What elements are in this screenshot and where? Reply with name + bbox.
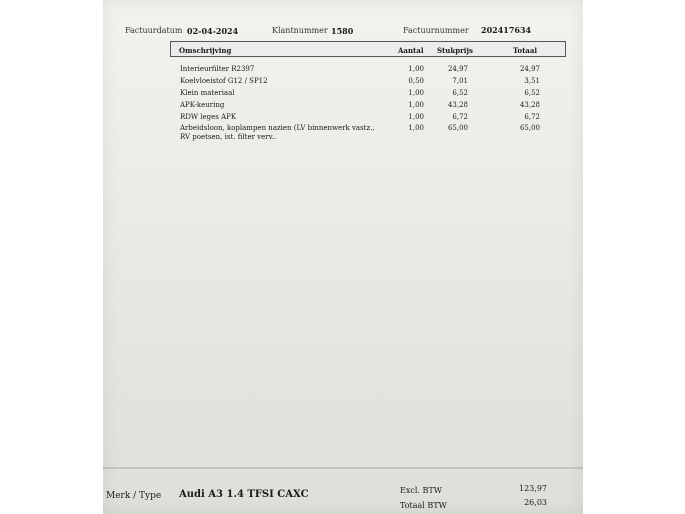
totaal-btw-value: 26,03 — [524, 498, 547, 507]
row-unit-price: 65,00 — [447, 124, 468, 132]
row-unit-price: 24,97 — [447, 65, 468, 73]
row-quantity: 1,00 — [408, 89, 424, 97]
row-quantity: 1,00 — [408, 113, 424, 121]
excl-btw-value: 123,97 — [519, 484, 547, 493]
factuurdatum-value: 02-04-2024 — [187, 26, 239, 36]
row-quantity: 1,00 — [408, 101, 424, 109]
row-unit-price: 6,72 — [452, 113, 468, 121]
merk-type-label: Merk / Type — [106, 491, 162, 501]
row-total: 43,28 — [519, 101, 540, 109]
row-description: Interieurfilter R2397 — [180, 65, 255, 73]
row-quantity: 1,00 — [408, 65, 424, 73]
row-unit-price: 7,01 — [452, 77, 468, 85]
table-header — [170, 41, 566, 57]
row-quantity: 1,00 — [408, 124, 424, 132]
klantnummer-value: 1580 — [331, 26, 354, 36]
row-description: Arbeidsloon, koplampen nazien (LV binnenwerk vastz., RV poetsen, ist. filter verv.. — [180, 124, 375, 141]
row-description: RDW leges APK — [180, 113, 237, 121]
row-quantity: 0,50 — [408, 77, 424, 85]
excl-btw-label: Excl. BTW — [400, 486, 442, 495]
row-description: Klein materiaal — [180, 89, 235, 97]
row-total: 6,72 — [524, 113, 540, 121]
column-header-totaal: Totaal — [513, 46, 538, 55]
totaal-btw-label: Totaal BTW — [400, 501, 447, 510]
column-header-stukprijs: Stukprijs — [437, 46, 473, 55]
table-row — [0, 124, 685, 146]
factuurnummer-label: Factuurnummer — [403, 26, 469, 35]
column-header-aantal: Aantal — [398, 46, 424, 55]
page-fold-line — [103, 467, 583, 469]
merk-type-value: Audi A3 1.4 TFSI CAXC — [179, 489, 309, 500]
klantnummer-label: Klantnummer — [272, 26, 328, 35]
factuurnummer-value: 202417634 — [481, 25, 532, 35]
column-header-omschrijving: Omschrijving — [179, 46, 232, 55]
row-total: 3,51 — [524, 77, 540, 85]
row-description: Koelvloeistof G12 / SP12 — [180, 77, 268, 85]
row-description: APK-keuring — [180, 101, 225, 109]
row-unit-price: 43,28 — [447, 101, 468, 109]
table-row — [0, 89, 685, 101]
row-total: 6,52 — [524, 89, 540, 97]
table-row — [0, 65, 685, 77]
row-total: 24,97 — [519, 65, 540, 73]
row-total: 65,00 — [519, 124, 540, 132]
table-row — [0, 101, 685, 113]
table-row — [0, 77, 685, 89]
factuurdatum-label: Factuurdatum — [125, 26, 183, 35]
row-unit-price: 6,52 — [452, 89, 468, 97]
